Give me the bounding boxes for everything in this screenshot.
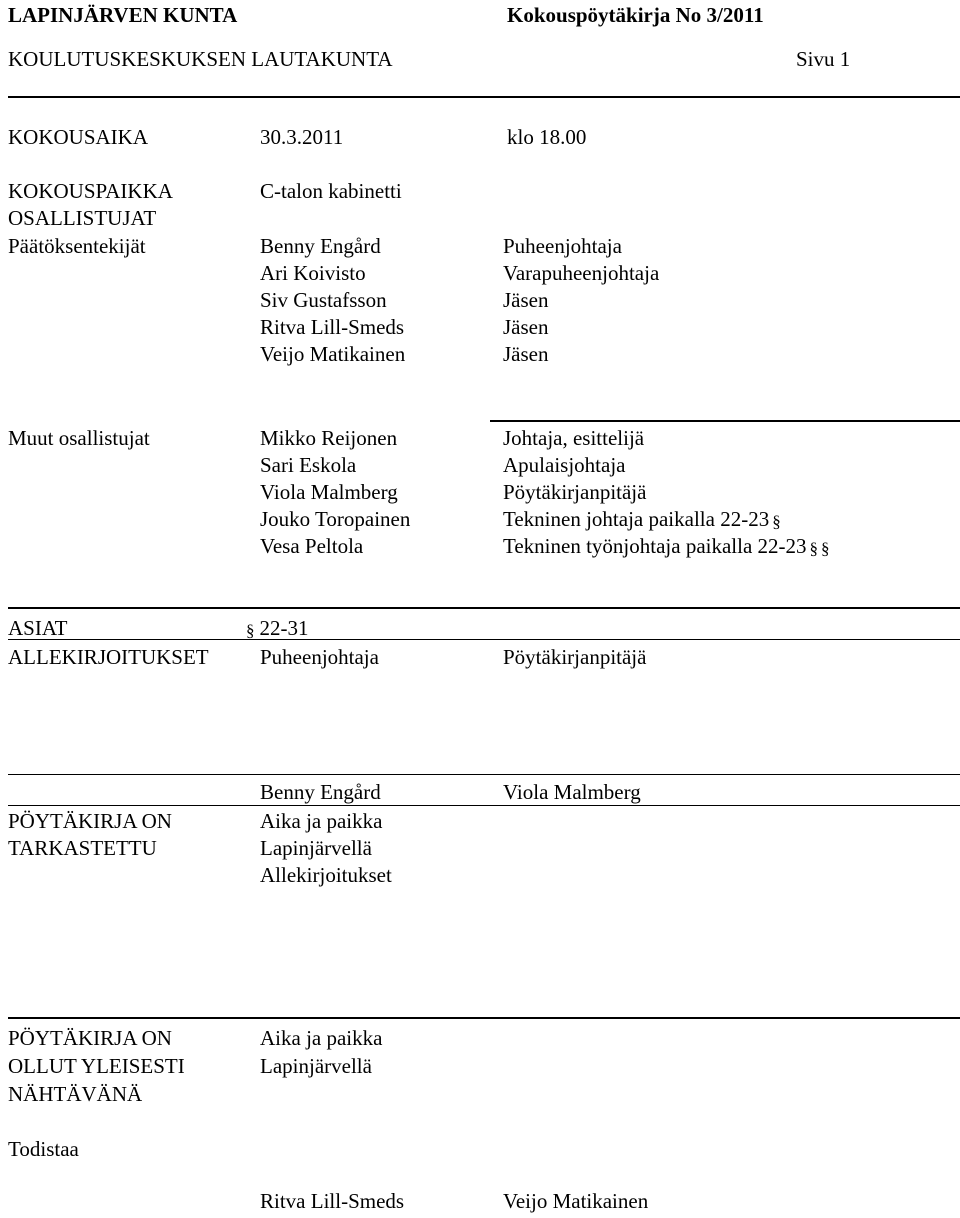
decision-maker-name: Siv Gustafsson bbox=[260, 288, 387, 312]
header-divider bbox=[8, 96, 960, 98]
checked-location: Lapinjärvellä bbox=[260, 836, 372, 860]
participant-role: Pöytäkirjanpitäjä bbox=[503, 480, 647, 504]
secretary-role: Pöytäkirjanpitäjä bbox=[503, 645, 647, 669]
secretary-name: Viola Malmberg bbox=[503, 780, 641, 804]
participant-role: Johtaja, esittelijä bbox=[503, 426, 645, 450]
meeting-date: 30.3.2011 bbox=[260, 125, 344, 149]
matters-value: 22-31 bbox=[259, 616, 309, 640]
attester-name: Veijo Matikainen bbox=[503, 1189, 649, 1213]
participant-name: Sari Eskola bbox=[260, 453, 357, 477]
section-divider bbox=[8, 774, 960, 775]
participant-name: Vesa Peltola bbox=[260, 534, 364, 558]
decision-maker-role: Jäsen bbox=[503, 288, 549, 312]
document-title: Kokouspöytäkirja No 3/2011 bbox=[507, 3, 764, 27]
participant-name: Jouko Toropainen bbox=[260, 507, 411, 531]
participant-role: Tekninen työnjohtaja paikalla 22-23 bbox=[503, 534, 807, 558]
section-mark-icon: § bbox=[809, 539, 819, 558]
section-mark-icon: § bbox=[821, 539, 830, 558]
displayed-label-line2: OLLUT YLEISESTI bbox=[8, 1054, 185, 1078]
decision-makers-label: Päätöksentekijät bbox=[8, 234, 146, 258]
checked-time-place: Aika ja paikka bbox=[260, 809, 383, 833]
section-divider bbox=[8, 607, 960, 609]
displayed-label-line1: PÖYTÄKIRJA ON bbox=[8, 1026, 172, 1050]
decision-maker-role: Varapuheenjohtaja bbox=[503, 261, 660, 285]
participant-role: Tekninen johtaja paikalla 22-23 bbox=[503, 507, 770, 531]
decision-maker-role: Jäsen bbox=[503, 342, 549, 366]
decision-maker-name: Benny Engård bbox=[260, 234, 381, 258]
matters-label: ASIAT bbox=[8, 616, 68, 640]
participants-label: OSALLISTUJAT bbox=[8, 206, 157, 230]
municipality-name: LAPINJÄRVEN KUNTA bbox=[8, 3, 238, 27]
participant-name: Viola Malmberg bbox=[260, 480, 398, 504]
checked-signatures: Allekirjoitukset bbox=[260, 863, 392, 887]
meeting-place: C-talon kabinetti bbox=[260, 179, 402, 203]
attest-label: Todistaa bbox=[8, 1137, 79, 1161]
matters-line bbox=[246, 618, 309, 639]
decision-maker-name: Ritva Lill-Smeds bbox=[260, 315, 405, 339]
chair-role: Puheenjohtaja bbox=[260, 645, 379, 669]
meeting-place-label: KOKOUSPAIKKA bbox=[8, 179, 173, 203]
section-divider bbox=[8, 805, 960, 806]
chair-name: Benny Engård bbox=[260, 780, 381, 804]
decision-maker-name: Ari Koivisto bbox=[260, 261, 366, 285]
meeting-time-label: KOKOUSAIKA bbox=[8, 125, 148, 149]
participant-role-line bbox=[503, 536, 830, 557]
section-mark-icon: § bbox=[246, 621, 255, 640]
section-mark-icon: § bbox=[772, 512, 781, 531]
displayed-label-line3: NÄHTÄVÄNÄ bbox=[8, 1082, 143, 1106]
meeting-clock: klo 18.00 bbox=[507, 125, 587, 149]
section-divider bbox=[490, 420, 960, 422]
attester-name: Ritva Lill-Smeds bbox=[260, 1189, 405, 1213]
decision-maker-role: Puheenjohtaja bbox=[503, 234, 622, 258]
participant-role-line bbox=[503, 509, 781, 530]
other-participants-label: Muut osallistujat bbox=[8, 426, 150, 450]
section-divider bbox=[8, 639, 960, 640]
displayed-time-place: Aika ja paikka bbox=[260, 1026, 383, 1050]
participant-role: Apulaisjohtaja bbox=[503, 453, 626, 477]
signatures-label: ALLEKIRJOITUKSET bbox=[8, 645, 209, 669]
checked-label-line2: TARKASTETTU bbox=[8, 836, 157, 860]
participant-name: Mikko Reijonen bbox=[260, 426, 398, 450]
page-number: Sivu 1 bbox=[796, 47, 851, 71]
board-name: KOULUTUSKESKUKSEN LAUTAKUNTA bbox=[8, 47, 393, 71]
displayed-location: Lapinjärvellä bbox=[260, 1054, 372, 1078]
decision-maker-role: Jäsen bbox=[503, 315, 549, 339]
checked-label-line1: PÖYTÄKIRJA ON bbox=[8, 809, 172, 833]
section-divider bbox=[8, 1017, 960, 1019]
decision-maker-name: Veijo Matikainen bbox=[260, 342, 406, 366]
